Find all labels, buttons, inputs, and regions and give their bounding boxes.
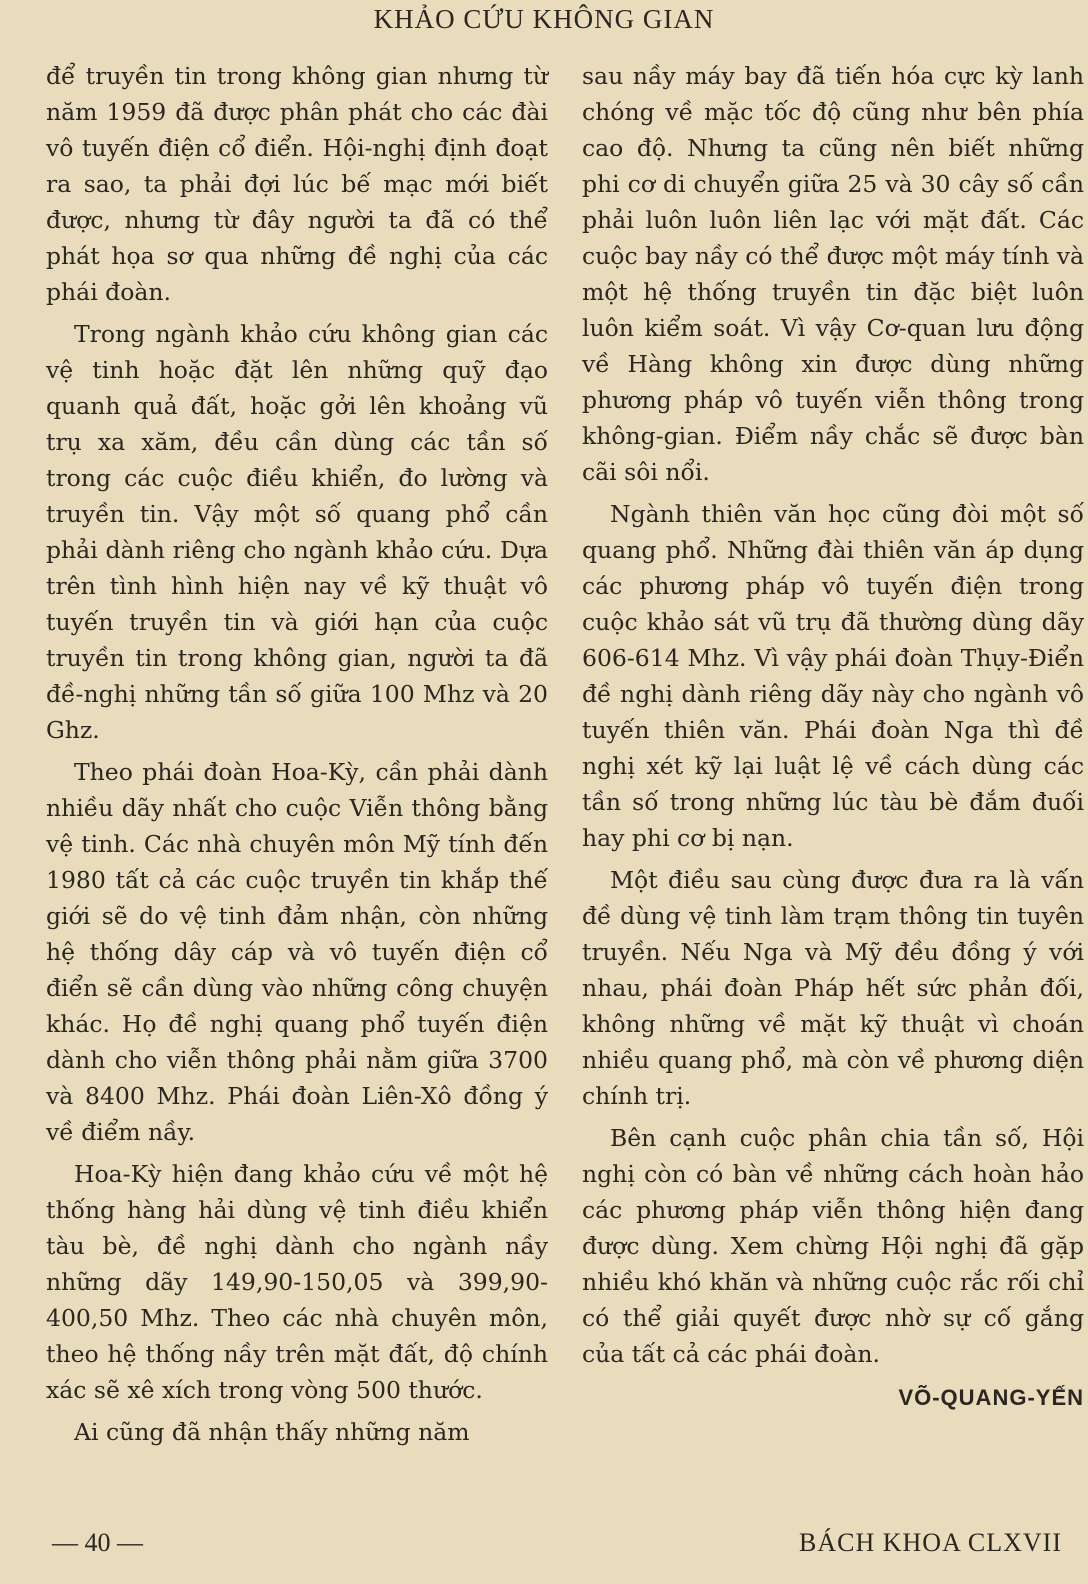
paragraph: Một điều sau cùng được đưa ra là vấn đề dùng vệ tinh làm trạm thông tin tuyên truyền. Nếu Nga và Mỹ đều đồng ý với nhau, phái đoàn Pháp hết sức phản đối, không những về mặt kỹ thuật vì choán nhiều quang phổ, mà còn về phương diện chính trị.	[582, 866, 1084, 1110]
paragraph: để truyền tin trong không gian nhưng từ năm 1959 đã được phân phát cho các đài vô tuyến điện cổ điển. Hội-nghị định đoạt ra sao, ta phải đợi lúc bế mạc mới biết được, nhưng từ đây người ta đã có thể phát họa sơ qua những đề nghị của các phái đoàn.	[46, 62, 548, 306]
page-number: — 40 —	[52, 1528, 143, 1557]
author-signature: VÕ-QUANG-YẾN	[898, 1385, 1084, 1410]
paragraph: Hoa-Kỳ hiện đang khảo cứu về một hệ thống hàng hải dùng vệ tinh điều khiển tàu bè, đề nghị dành cho ngành nầy những dãy 149,90-150,05 và 399,90-400,50 Mhz. Theo các nhà chuyên môn, theo hệ thống nầy trên mặt đất, độ chính xác sẽ xê xích trong vòng 500 thước.	[46, 1160, 548, 1404]
running-header: KHẢO CỨU KHÔNG GIAN	[373, 4, 715, 34]
paragraph: Trong ngành khảo cứu không gian các vệ tinh hoặc đặt lên những quỹ đạo quanh quả đất, hoặc gởi lên khoảng vũ trụ xa xăm, đều cần dùng các tần số trong các cuộc điều khiển, đo lường và truyền tin. Vậy một số quang phổ cần phải dành riêng cho ngành khảo cứu. Dựa trên tình hình hiện nay về kỹ thuật vô tuyến truyền tin và giới hạn của cuộc truyền tin trong không gian, người ta đã đề-nghị những tần số giữa 100 Mhz và 20 Ghz.	[46, 320, 548, 744]
paragraph: sau nầy máy bay đã tiến hóa cực kỳ lanh chóng về mặc tốc độ cũng như bên phía cao độ. Nhưng ta cũng nên biết những phi cơ di chuyển giữa 25 và 30 cây số cần phải luôn luôn liên lạc với mặt đất. Các cuộc bay nầy có thể được một máy tính và một hệ thống truyền tin đặc biệt luôn luôn kiểm soát. Vì vậy Cơ-quan lưu động về Hàng không xin được dùng những phương pháp vô tuyến viễn thông trong không-gian. Điểm nầy chắc sẽ được bàn cãi sôi nổi.	[582, 62, 1084, 486]
paragraph: Ai cũng đã nhận thấy những năm	[74, 1418, 470, 1446]
paragraph: Bên cạnh cuộc phân chia tần số, Hội nghị còn có bàn về những cách hoàn hảo các phương pháp viễn thông hiện đang được dùng. Xem chừng Hội nghị đã gặp nhiều khó khăn và những cuộc rắc rối chỉ có thể giải quyết được nhờ sự cố gắng của tất cả các phái đoàn.	[582, 1124, 1084, 1368]
publication-footer: BÁCH KHOA CLXVII	[799, 1528, 1062, 1557]
paragraph: Ngành thiên văn học cũng đòi một số quang phổ. Những đài thiên văn áp dụng các phương pháp vô tuyến điện trong cuộc khảo sát vũ trụ đã thường dùng dãy 606-614 Mhz. Vì vậy phái đoàn Thụy-Điển đề nghị dành riêng dãy này cho ngành vô tuyến thiên văn. Phái đoàn Nga thì đề nghị xét kỹ lại luật lệ về cách dùng các tần số trong những lúc tàu bè đắm đuối hay phi cơ bị nạn.	[582, 500, 1084, 852]
left-column	[46, 58, 548, 1456]
right-column	[582, 58, 1084, 1416]
paragraph: Theo phái đoàn Hoa-Kỳ, cần phải dành nhiều dãy nhất cho cuộc Viễn thông bằng vệ tinh. Các nhà chuyên môn Mỹ tính đến 1980 tất cả các cuộc truyền tin khắp thế giới sẽ do vệ tinh đảm nhận, còn những hệ thống dây cáp và vô tuyến điện cổ điển sẽ cần dùng vào những công chuyện khác. Họ đề nghị quang phổ tuyến điện dành cho viễn thông phải nằm giữa 3700 và 8400 Mhz. Phái đoàn Liên-Xô đồng ý về điểm nầy.	[46, 758, 548, 1146]
